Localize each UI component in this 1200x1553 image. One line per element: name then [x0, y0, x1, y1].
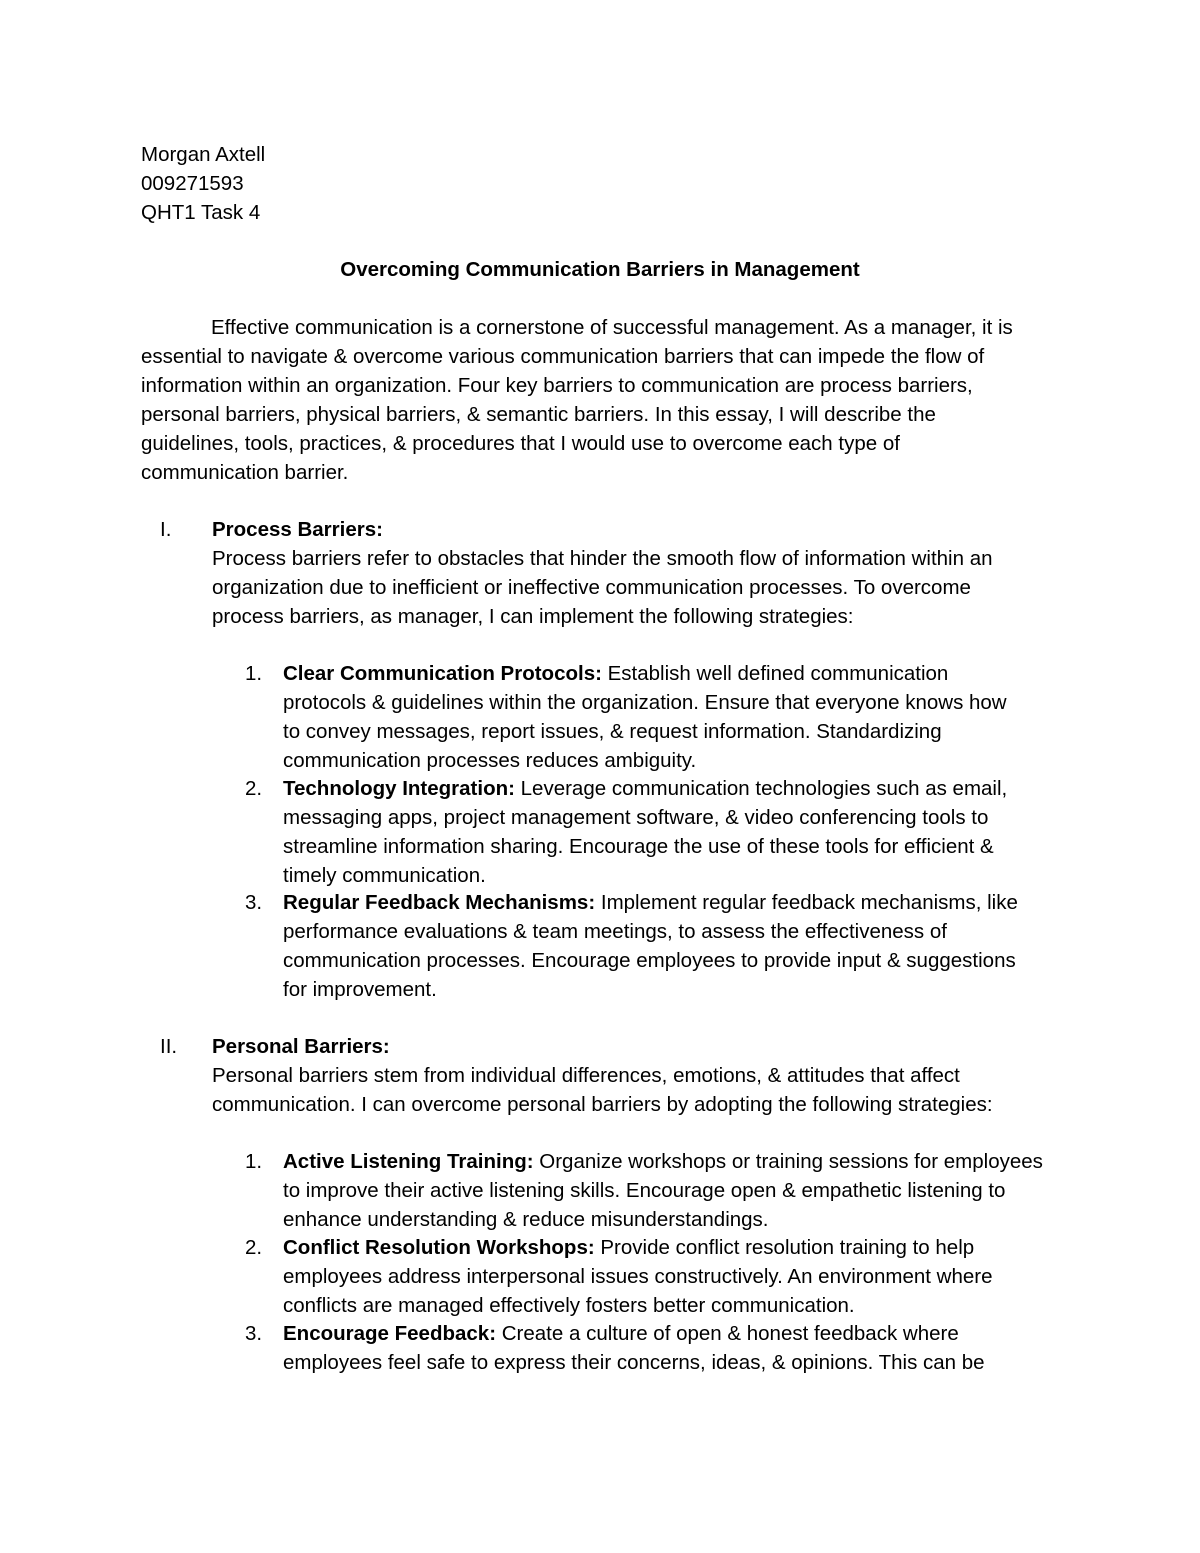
item-line: timely communication.	[283, 863, 486, 887]
section-title: Process Barriers:	[212, 518, 383, 541]
item-line: communication processes reduces ambiguity.	[283, 748, 697, 772]
item-line: protocols & guidelines within the organization. Ensure that everyone knows how	[283, 690, 1007, 714]
item-line: communication processes. Encourage employees to provide input & suggestions	[283, 948, 1016, 972]
item-number: 1.	[245, 1150, 263, 1173]
item-line: streamline information sharing. Encourage the use of these tools for efficient &	[283, 834, 994, 858]
section-line: organization due to inefficient or ineffective communication processes. To overcome	[212, 575, 971, 599]
intro-line: communication barrier.	[141, 460, 349, 484]
section-line: communication. I can overcome personal barriers by adopting the following strategies:	[212, 1092, 993, 1116]
course-task: QHT1 Task 4	[141, 200, 261, 224]
author-header	[141, 141, 841, 228]
item-number: 2.	[245, 777, 263, 800]
item-body	[283, 1148, 1071, 1235]
author-name: Morgan Axtell	[141, 143, 266, 166]
item-text: Establish well defined communication	[601, 662, 949, 685]
section-numeral: I.	[160, 518, 172, 541]
section-personal-barriers	[141, 1033, 1101, 1120]
section-heading	[141, 516, 1101, 545]
intro-line: Effective communication is a cornerstone of successful management. As a manager, it is	[211, 316, 1013, 339]
item-line: performance evaluations & team meetings, to assess the effectiveness of	[283, 919, 947, 943]
item-body	[283, 1320, 1071, 1378]
section-numeral: II.	[160, 1035, 178, 1058]
item-body	[283, 889, 1071, 1005]
list-item	[141, 1320, 1071, 1378]
item-number: 1.	[245, 662, 263, 685]
intro-line: essential to navigate & overcome various communication barriers that can impede the flow of	[141, 344, 985, 368]
item-text: Provide conflict resolution training to help	[594, 1236, 975, 1259]
section-line: Personal barriers stem from individual differences, emotions, & attitudes that affect	[212, 1063, 960, 1087]
intro-line: guidelines, tools, practices, & procedures that I would use to overcome each type of	[141, 431, 900, 455]
list-item	[141, 660, 1071, 776]
section-title: Personal Barriers:	[212, 1035, 390, 1058]
item-term: Regular Feedback Mechanisms:	[283, 891, 596, 914]
section-heading	[141, 1033, 1101, 1062]
item-line: for improvement.	[283, 977, 437, 1001]
list-item	[141, 775, 1071, 891]
item-line: to convey messages, report issues, & request information. Standardizing	[283, 719, 942, 743]
item-number: 3.	[245, 1322, 263, 1345]
item-body	[283, 1234, 1071, 1321]
intro-line: information within an organization. Four key barriers to communication are process barriers,	[141, 373, 973, 397]
item-line: to improve their active listening skills. Encourage open & empathetic listening to	[283, 1178, 1006, 1202]
section-process-barriers	[141, 516, 1101, 632]
item-term: Active Listening Training:	[283, 1150, 534, 1173]
section-line: Process barriers refer to obstacles that hinder the smooth flow of information within an	[212, 546, 993, 570]
item-text: Organize workshops or training sessions for employees	[533, 1150, 1043, 1173]
list-item	[141, 1148, 1071, 1235]
item-line: messaging apps, project management software, & video conferencing tools to	[283, 805, 989, 829]
intro-line: personal barriers, physical barriers, & semantic barriers. In this essay, I will describe the	[141, 402, 936, 426]
item-term: Conflict Resolution Workshops:	[283, 1236, 595, 1259]
item-number: 2.	[245, 1236, 263, 1259]
item-text: Implement regular feedback mechanisms, like	[595, 891, 1018, 914]
item-text: Create a culture of open & honest feedback where	[496, 1322, 959, 1345]
essay-title: Overcoming Communication Barriers in Management	[340, 258, 860, 281]
section-line: process barriers, as manager, I can implement the following strategies:	[212, 604, 854, 628]
student-id: 009271593	[141, 171, 244, 195]
item-line: employees address interpersonal issues constructively. An environment where	[283, 1264, 993, 1288]
section-body	[212, 1062, 1101, 1120]
item-line: conflicts are managed effectively fosters better communication.	[283, 1293, 855, 1317]
list-item	[141, 1234, 1071, 1321]
item-body	[283, 660, 1071, 776]
item-text: Leverage communication technologies such as email,	[514, 777, 1008, 800]
item-term: Technology Integration:	[283, 777, 515, 800]
section-body	[212, 545, 1101, 632]
intro-paragraph	[141, 314, 1071, 487]
item-term: Clear Communication Protocols:	[283, 662, 602, 685]
item-term: Encourage Feedback:	[283, 1322, 497, 1345]
item-body	[283, 775, 1071, 891]
list-item	[141, 889, 1071, 1005]
item-number: 3.	[245, 891, 263, 914]
item-line: employees feel safe to express their concerns, ideas, & opinions. This can be	[283, 1350, 985, 1374]
item-line: enhance understanding & reduce misunderstandings.	[283, 1207, 769, 1231]
